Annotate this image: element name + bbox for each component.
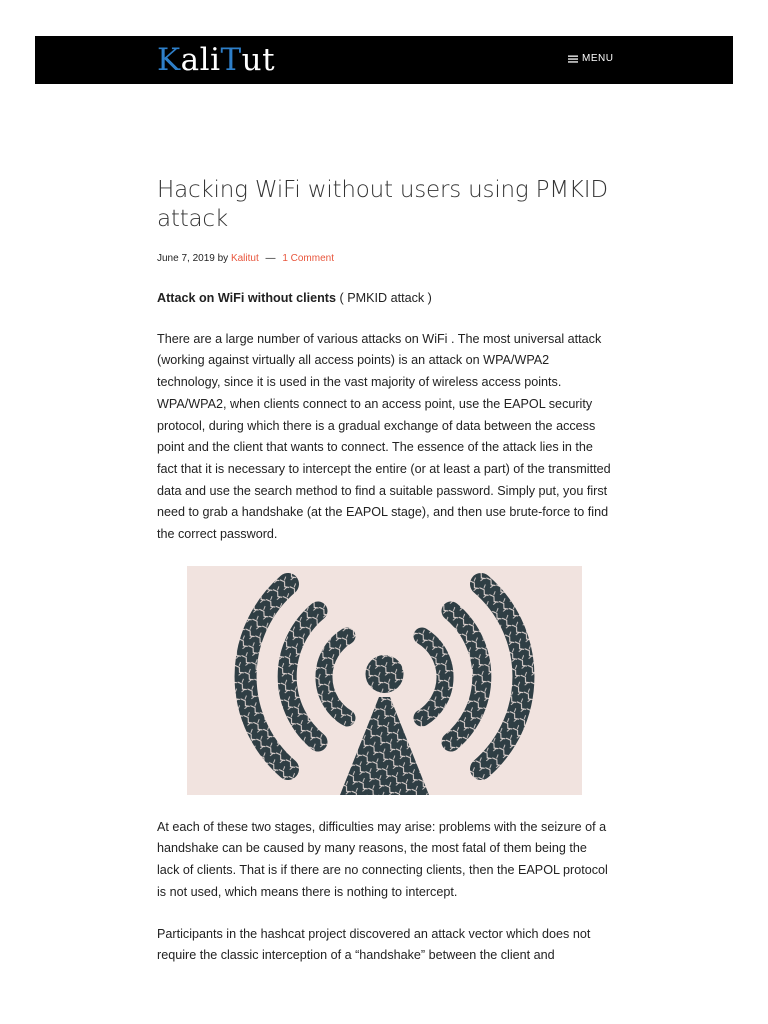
wifi-tower-icon (187, 566, 582, 795)
post-paragraph-3: Participants in the hashcat project discovered an attack vector which does not require the classic interception of a “handshake” between the client and (157, 926, 591, 963)
post-paragraph-2: At each of these two stages, difficulties may arise: problems with the seizure of a handshake can be caused by many reasons, the most fatal of them being the lack of clients. That is if there are no connecting clients, then the EAPOL protocol is not used, which means there is nothing to intercept. (157, 819, 608, 899)
logo-text-ali: ali (180, 42, 221, 78)
post-intro-bold: Attack on WiFi without clients (157, 291, 336, 305)
post-title: Hacking WiFi without users using PMKID attack (157, 177, 608, 232)
post-author-link[interactable]: Kalitut (230, 253, 259, 264)
post-comments-link[interactable]: 1 Comment (282, 253, 334, 264)
hamburger-icon (568, 55, 578, 63)
post-by: by (217, 253, 229, 264)
post-intro (157, 288, 612, 310)
post-date: June 7, 2019 (157, 253, 215, 264)
menu-button[interactable] (568, 53, 613, 64)
post-image (187, 566, 582, 795)
site-header (35, 36, 733, 84)
post-paragraph-1: There are a large number of various attacks on WiFi . The most universal attack (working against virtually all access points) is an attack on WPA/WPA2 technology, since it is used in the vast majority of wireless access points. WPA/WPA2, when clients connect to an access point, use the EAPOL security protocol, during which there is a gradual exchange of data between the access point and the client that wants to connect. The essence of the attack lies in the fact that it is necessary to intercept the entire (or at least a part) of the transmitted data and use the search method to find a suitable password. Simply put, you first need to grab a handshake (at the EAPOL stage), and then use brute-force to find the correct password. (157, 331, 611, 542)
post-meta (157, 252, 612, 266)
site-logo[interactable] (157, 41, 275, 79)
logo-letter-k: K (157, 42, 181, 78)
meta-separator: — (265, 253, 276, 264)
logo-text-ut: ut (241, 42, 276, 78)
logo-letter-t: T (220, 42, 242, 78)
post-article (157, 176, 612, 967)
post-intro-rest: ( PMKID attack ) (336, 291, 432, 305)
menu-label: MENU (582, 53, 614, 64)
